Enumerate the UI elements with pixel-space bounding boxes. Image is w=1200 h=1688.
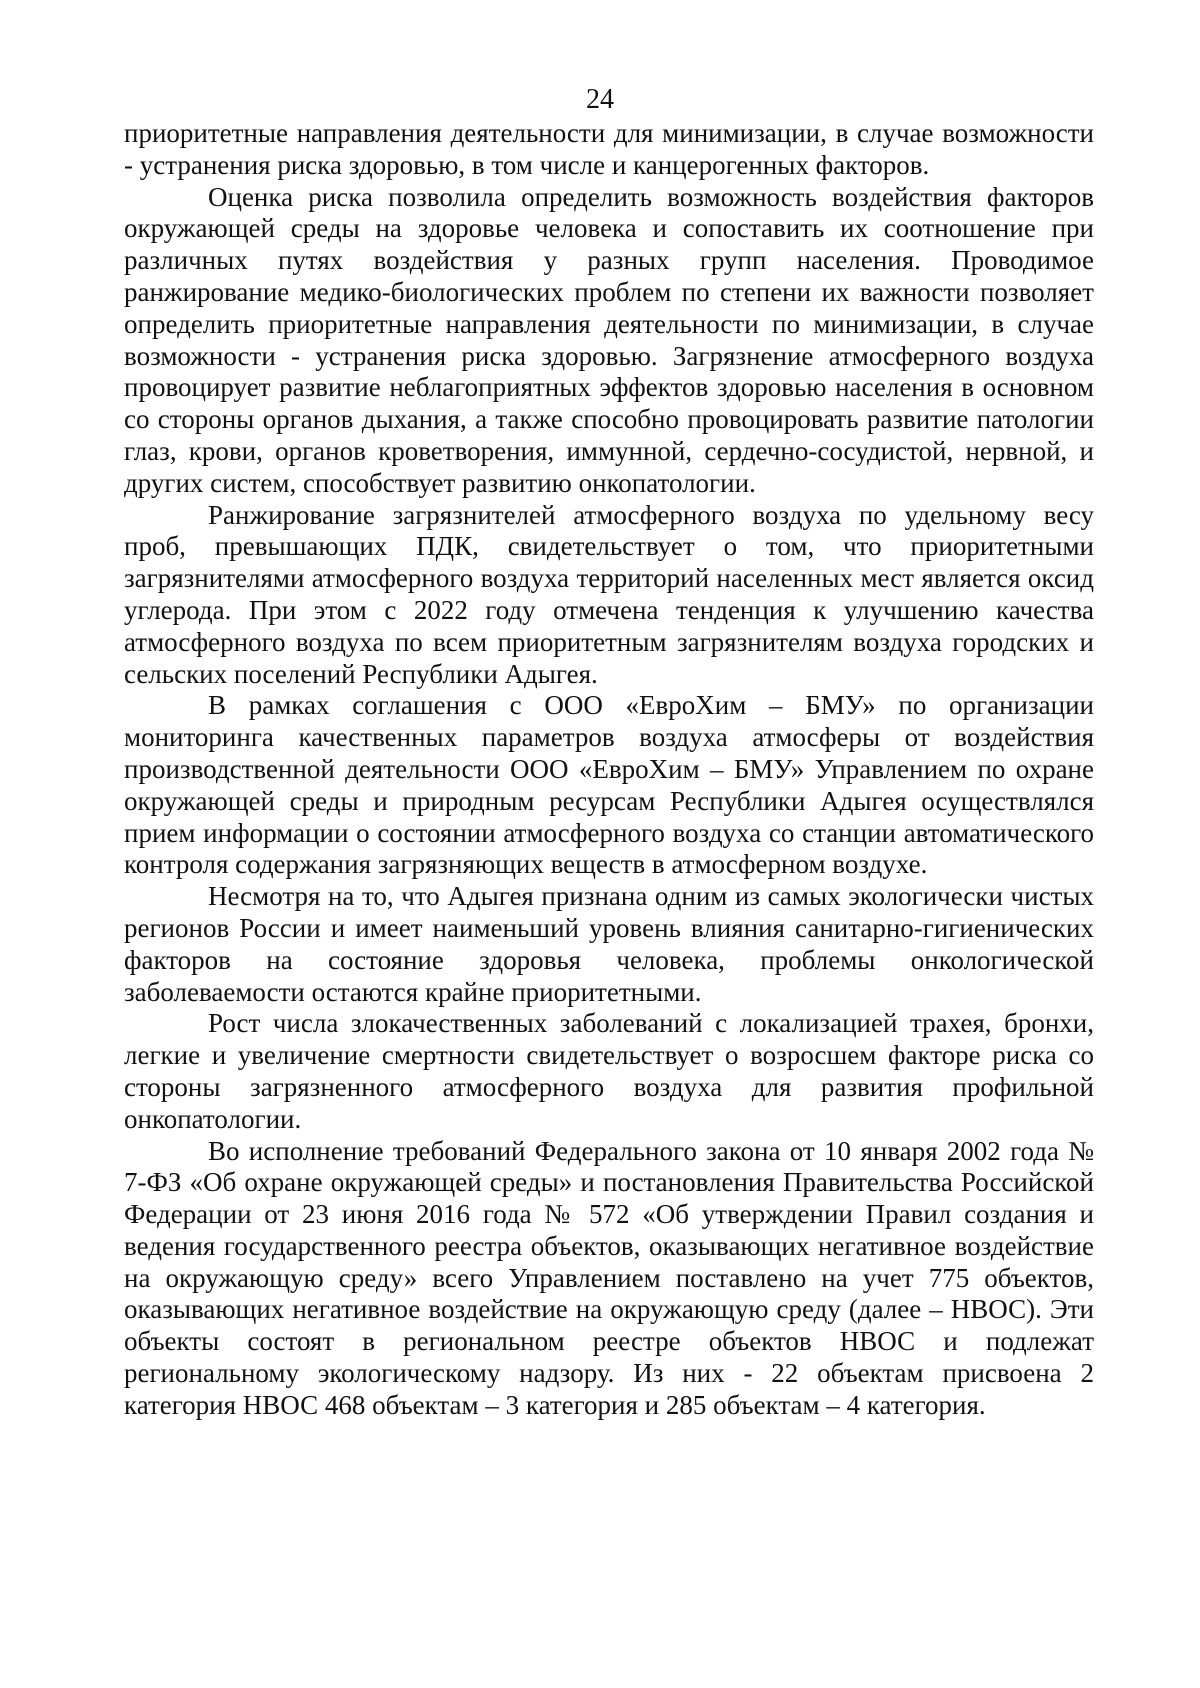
paragraph-cancer-growth: Рост числа злокачественных заболеваний с локализацией трахея, бронхи, легкие и увеличение смертности свидетельствует о возросшем факторе риска со стороны загрязненного атмосферного воздуха для развития профильной онкопатологии.: [124, 1008, 1094, 1134]
body-text: [124, 118, 1094, 1422]
paragraph-federal-law: Во исполнение требований Федерального закона от 10 января 2002 года № 7-ФЗ «Об охране окружающей среды» и постановления Правительства Российской Федерации от 23 июня 2016 года № 572 «Об утверждении Правил создания и ведения государственного реестра объектов, оказывающих негативное воздействие на окружающую среду» всего Управлением поставлено на учет 775 объектов, оказывающих негативное воздействие на окружающую среду (далее – НВОС). Эти объекты состоят в региональном реестре объектов НВОС и подлежат региональному экологическому надзору. Из них - 22 объектам присвоена 2 категория НВОС 468 объектам – 3 категория и 285 объектам – 4 категория.: [124, 1135, 1094, 1420]
paragraph-continuation: приоритетные направления деятельности для минимизации, в случае возможности - устранения риска здоровью, в том числе и канцерогенных факторов.: [124, 118, 1094, 180]
paragraph-risk-assessment: Оценка риска позволила определить возможность воздействия факторов окружающей среды на здоровье человека и сопоставить их соотношение при различных путях воздействия у разных групп населения. Проводимое ранжирование медико-биологических проблем по степени их важности позволяет определить приоритетные направления деятельности по минимизации, в случае возможности - устранения риска здоровью. Загрязнение атмосферного воздуха провоцирует развитие неблагоприятных эффектов здоровью населения в основном со стороны органов дыхания, а также способно провоцировать развитие патологии глаз, крови, органов кроветворения, иммунной, сердечно-сосудистой, нервной, и других систем, способствует развитию онкопатологии.: [124, 181, 1094, 498]
paragraph-adygea-ecology: Несмотря на то, что Адыгея признана одним из самых экологически чистых регионов России и имеет наименьший уровень влияния санитарно-гигиенических факторов на состояние здоровья человека, проблемы онкологической заболеваемости остаются крайне приоритетными.: [124, 881, 1094, 1007]
page-number: 24: [586, 84, 614, 115]
paragraph-pollutant-ranking: Ранжирование загрязнителей атмосферного воздуха по удельному весу проб, превышающих ПДК, свидетельствует о том, что приоритетными загрязнителями атмосферного воздуха территорий населенных мест является оксид углерода. При этом с 2022 году отмечена тенденция к улучшению качества атмосферного воздуха по всем приоритетным загрязнителям воздуха городских и сельских поселений Республики Адыгея.: [124, 499, 1094, 689]
paragraph-eurochem-agreement: В рамках соглашения с ООО «ЕвроХим – БМУ» по организации мониторинга качественных параметров воздуха атмосферы от воздействия производственной деятельности ООО «ЕвроХим – БМУ» Управлением по охране окружающей среды и природным ресурсам Республики Адыгея осуществлялся прием информации о состоянии атмосферного воздуха со станции автоматического контроля содержания загрязняющих веществ в атмосферном воздухе.: [124, 690, 1094, 880]
